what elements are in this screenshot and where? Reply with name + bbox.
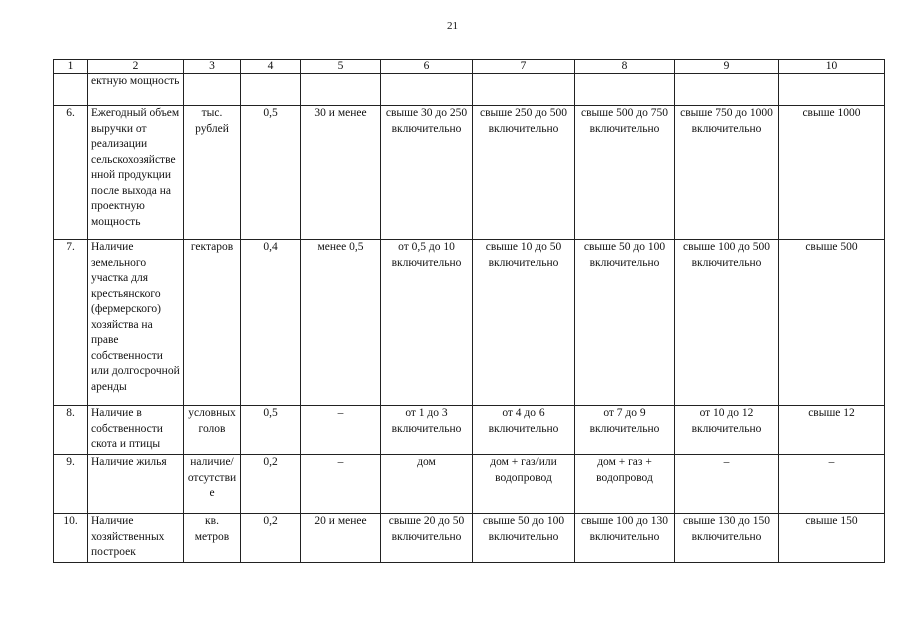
row-number: [54, 74, 88, 106]
table-row: [54, 406, 885, 455]
value-cell: –: [301, 455, 381, 514]
value-cell: –: [675, 455, 779, 514]
criterion-cell: Ежегодный объем выручки от реализации сельскохозяйственной продукции после выхода на проектную мощность: [88, 106, 184, 240]
value-cell: 20 и менее: [301, 514, 381, 563]
value-cell: [675, 74, 779, 106]
column-header: 1: [54, 60, 88, 74]
value-cell: свыше 750 до 1000 включительно: [675, 106, 779, 240]
row-number: 7.: [54, 240, 88, 406]
value-cell: [473, 74, 575, 106]
column-number-row: [54, 60, 885, 74]
column-header: 9: [675, 60, 779, 74]
value-cell: свыше 150: [779, 514, 885, 563]
unit-cell: наличие/ отсутствие: [184, 455, 241, 514]
value-cell: от 7 до 9 включительно: [575, 406, 675, 455]
value-cell: свыше 50 до 100 включительно: [575, 240, 675, 406]
weight-cell: 0,5: [241, 106, 301, 240]
criteria-table: [53, 59, 885, 563]
unit-cell: тыс. рублей: [184, 106, 241, 240]
value-cell: от 0,5 до 10 включительно: [381, 240, 473, 406]
value-cell: свыше 20 до 50 включительно: [381, 514, 473, 563]
criterion-cell: Наличие земельного участка для крестьянского (фермерского) хозяйства на праве собственности или долгосрочной аренды: [88, 240, 184, 406]
value-cell: дом: [381, 455, 473, 514]
value-cell: дом + газ + водопровод: [575, 455, 675, 514]
column-header: 6: [381, 60, 473, 74]
table-row: [54, 455, 885, 514]
value-cell: свыше 100 до 130 включительно: [575, 514, 675, 563]
column-header: 8: [575, 60, 675, 74]
value-cell: свыше 50 до 100 включительно: [473, 514, 575, 563]
criterion-cell: Наличие хозяйственных построек: [88, 514, 184, 563]
unit-cell: условных голов: [184, 406, 241, 455]
value-cell: свыше 10 до 50 включительно: [473, 240, 575, 406]
value-cell: от 10 до 12 включительно: [675, 406, 779, 455]
value-cell: дом + газ/или водопровод: [473, 455, 575, 514]
column-header: 3: [184, 60, 241, 74]
value-cell: свыше 100 до 500 включительно: [675, 240, 779, 406]
row-number: 6.: [54, 106, 88, 240]
table-row: [54, 514, 885, 563]
value-cell: свыше 500: [779, 240, 885, 406]
table-row: [54, 240, 885, 406]
value-cell: 30 и менее: [301, 106, 381, 240]
weight-cell: 0,5: [241, 406, 301, 455]
value-cell: [575, 74, 675, 106]
column-header: 4: [241, 60, 301, 74]
value-cell: свыше 12: [779, 406, 885, 455]
unit-cell: кв. метров: [184, 514, 241, 563]
value-cell: свыше 30 до 250 включительно: [381, 106, 473, 240]
unit-cell: [184, 74, 241, 106]
criterion-cell: Наличие в собственности скота и птицы: [88, 406, 184, 455]
value-cell: от 1 до 3 включительно: [381, 406, 473, 455]
column-header: 10: [779, 60, 885, 74]
column-header: 7: [473, 60, 575, 74]
weight-cell: 0,2: [241, 455, 301, 514]
value-cell: свыше 130 до 150 включительно: [675, 514, 779, 563]
value-cell: –: [301, 406, 381, 455]
table-row: [54, 74, 885, 106]
weight-cell: [241, 74, 301, 106]
value-cell: свыше 500 до 750 включительно: [575, 106, 675, 240]
weight-cell: 0,2: [241, 514, 301, 563]
column-header: 2: [88, 60, 184, 74]
criterion-cell: Наличие жилья: [88, 455, 184, 514]
value-cell: свыше 250 до 500 включительно: [473, 106, 575, 240]
row-number: 8.: [54, 406, 88, 455]
page-number: 21: [447, 20, 458, 32]
criterion-cell: ектную мощность: [88, 74, 184, 106]
value-cell: –: [779, 455, 885, 514]
value-cell: от 4 до 6 включительно: [473, 406, 575, 455]
weight-cell: 0,4: [241, 240, 301, 406]
unit-cell: гектаров: [184, 240, 241, 406]
value-cell: [301, 74, 381, 106]
column-header: 5: [301, 60, 381, 74]
row-number: 10.: [54, 514, 88, 563]
value-cell: свыше 1000: [779, 106, 885, 240]
value-cell: менее 0,5: [301, 240, 381, 406]
value-cell: [381, 74, 473, 106]
row-number: 9.: [54, 455, 88, 514]
table-row: [54, 106, 885, 240]
value-cell: [779, 74, 885, 106]
